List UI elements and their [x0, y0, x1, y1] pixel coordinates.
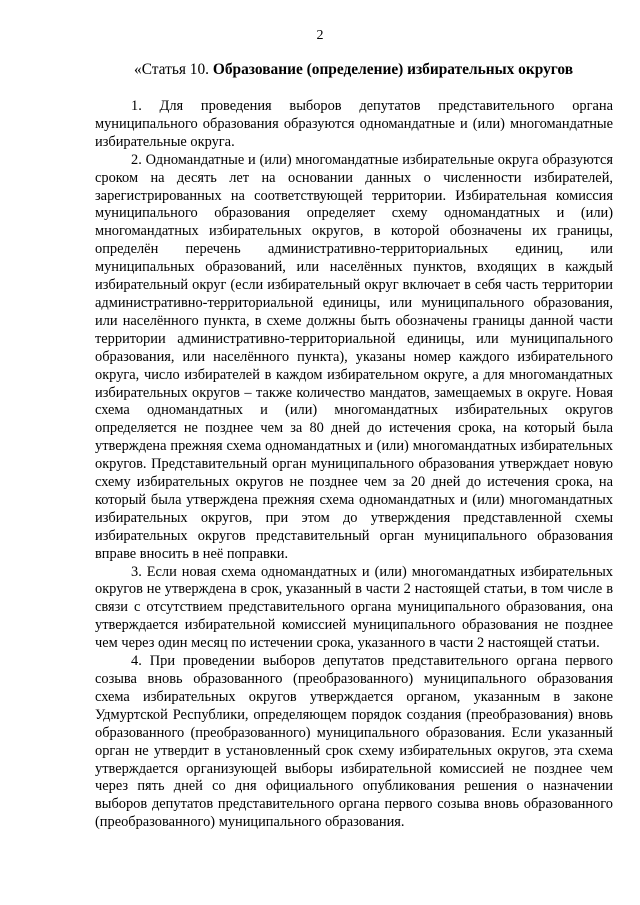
article-heading-title: Образование (определение) избирательных округов	[212, 61, 574, 78]
paragraph-4: 4. При проведении выборов депутатов представительного органа первого созыва вновь образованного (преобразованного) муниципального образования схема избирательных округов утверждается органом, указанным в законе Удмуртской Республики, определяющем порядок создания (преобразования) вновь образованного (преобразованного) муниципального образования. Если указанный орган не утвердит в установленный срок схему избирательных округов, эта схема утверждается организующей выборы избирательной комиссией не позднее чем через пять дней со дня официального опубликования решения о назначении выборов депутатов представительного органа первого созыва вновь образованного (преобразованного) муниципального образования.	[95, 653, 613, 831]
paragraph-2: 2. Одномандатные и (или) многомандатные избирательные округа образуются сроком на десять лет на основании данных о численности избирателей, зарегистрированных на соответствующей территории. Избирательная комиссия муниципального образования определяет схему одномандатных и (или) многомандатных избирательных округов, в которой обозначены их границы, определён перечень административно-территориальных единиц, или муниципальных образований, или населённых пунктов, входящих в каждый избирательный округ (если избирательный округ включает в себя часть территории административно-территориальной единицы, или муниципального образования, или населённого пункта, в схеме должны быть обозначены границы данной части территории административно-территориальной единицы, или муниципального образования, или населённого пункта), указаны номер каждого избирательного округа, число избирателей в каждом избирательном округе, а для многомандатных избирательных округов – также количество мандатов, замещаемых в округе. Новая схема одномандатных и (или) многомандатных избирательных округов определяется не позднее чем за 80 дней до истечения срока, на который была утверждена прежняя схема одномандатных и (или) многомандатных избирательных округов. Представительный орган муниципального образования утверждает новую схему избирательных округов не позднее чем за 20 дней до истечения срока, на который была утверждена прежняя схема одномандатных и (или) многомандатных избирательных округов, при этом до утверждения представленной схемы избирательных округов представительный орган муниципального образования вправе вносить в неё поправки.	[95, 151, 613, 562]
paragraph-3: 3. Если новая схема одномандатных и (или) многомандатных избирательных округов не утверждена в срок, указанный в части 2 настоящей статьи, в том числе в связи с отсутствием представительного органа муниципального образования, она утверждается избирательной комиссией муниципального образования не позднее чем через один месяц по истечении срока, указанного в части 2 настоящей статьи.	[95, 563, 613, 652]
paragraph-1: 1. Для проведения выборов депутатов представительного органа муниципального образования образуются одномандатные и (или) многомандатные избирательные округа.	[95, 98, 613, 150]
article-body	[95, 98, 613, 832]
page-number: 2	[316, 28, 324, 43]
article-heading-prefix: «Статья 10.	[134, 61, 213, 78]
article-heading	[134, 60, 573, 80]
